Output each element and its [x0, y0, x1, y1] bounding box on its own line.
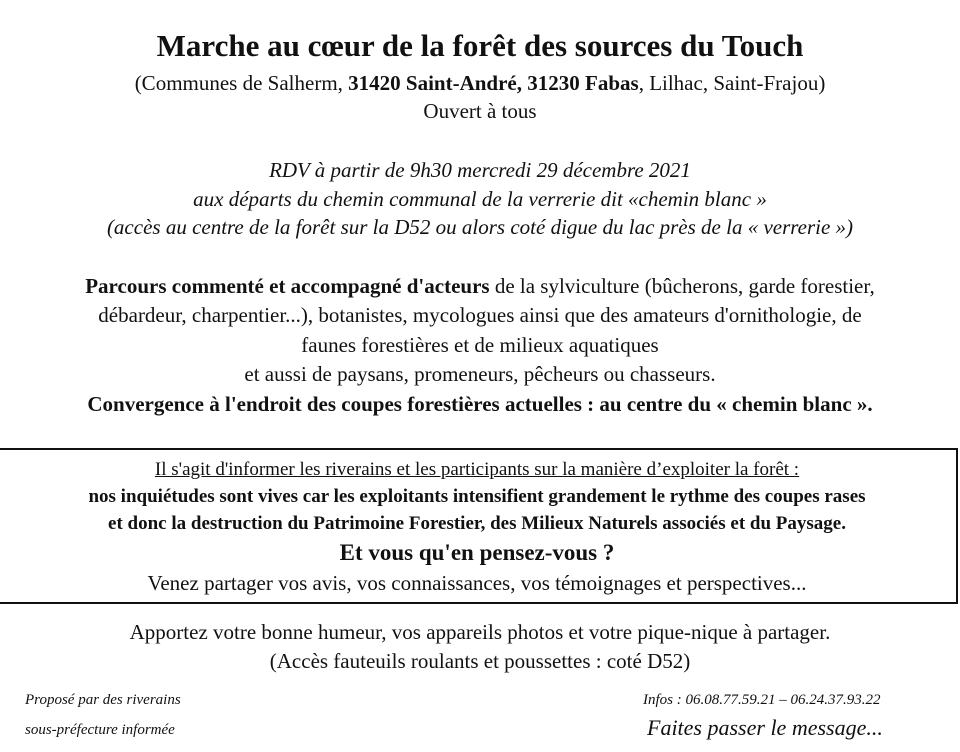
notice-concern-1: nos inquiétudes sont vives car les exploitants intensifient grandement le rythme des coupes rases	[88, 486, 866, 507]
notice-question: Et vous qu'en pensez-vous ?	[339, 540, 615, 565]
page-title: Marche au cœur de la forêt des sources du Touch	[156, 28, 804, 63]
footer-proposed-by: Proposé par des riverains	[25, 692, 181, 708]
parcours-line-4: et aussi de paysans, promeneurs, pêcheurs ou chasseurs.	[244, 362, 716, 386]
notice-intro: Il s'agit d'informer les riverains et les participants sur la manière d’exploiter la forêt :	[154, 459, 800, 480]
open-to-all: Ouvert à tous	[423, 99, 537, 123]
communes-suffix: , Lilhac, Saint-Frajou)	[638, 71, 826, 95]
parcours-line-1-rest: de la sylviculture (bûcherons, garde forestier,	[489, 274, 875, 298]
parcours-heading: Parcours commenté et accompagné d'acteurs	[85, 274, 490, 298]
communes-postcodes: 31420 Saint-André, 31230 Fabas	[348, 71, 639, 95]
parcours-line-1	[0, 272, 960, 301]
bring-line-2: (Accès fauteuils roulants et poussettes : coté D52)	[269, 649, 691, 673]
parcours-line-3: faunes forestières et de milieux aquatiques	[301, 333, 659, 357]
footer-phone-numbers: Infos : 06.08.77.59.21 – 06.24.37.93.22	[643, 692, 881, 708]
communes-line	[0, 69, 960, 98]
rdv-location: aux départs du chemin communal de la verrerie dit «chemin blanc »	[193, 187, 767, 211]
notice-concern-2: et donc la destruction du Patrimoine Forestier, des Milieux Naturels associés et du Paysage.	[108, 513, 846, 534]
parcours-line-2: débardeur, charpentier...), botanistes, mycologues ainsi que des amateurs d'ornithologie, de	[98, 303, 862, 327]
footer-share-message: Faites passer le message...	[647, 715, 883, 740]
notice-invite: Venez partager vos avis, vos connaissances, vos témoignages et perspectives...	[147, 571, 807, 595]
notice-box	[0, 448, 958, 604]
bring-line-1: Apportez votre bonne humeur, vos appareils photos et votre pique-nique à partager.	[129, 620, 831, 644]
communes-prefix: (Communes de Salherm,	[134, 71, 349, 95]
rdv-date: RDV à partir de 9h30 mercredi 29 décembre 2021	[269, 158, 691, 182]
rdv-access: (accès au centre de la forêt sur la D52 ou alors coté digue du lac près de la « verrerie »)	[106, 215, 854, 239]
footer-prefecture: sous-préfecture informée	[25, 722, 175, 738]
convergence-line: Convergence à l'endroit des coupes forestières actuelles : au centre du « chemin blanc ».	[87, 392, 873, 416]
